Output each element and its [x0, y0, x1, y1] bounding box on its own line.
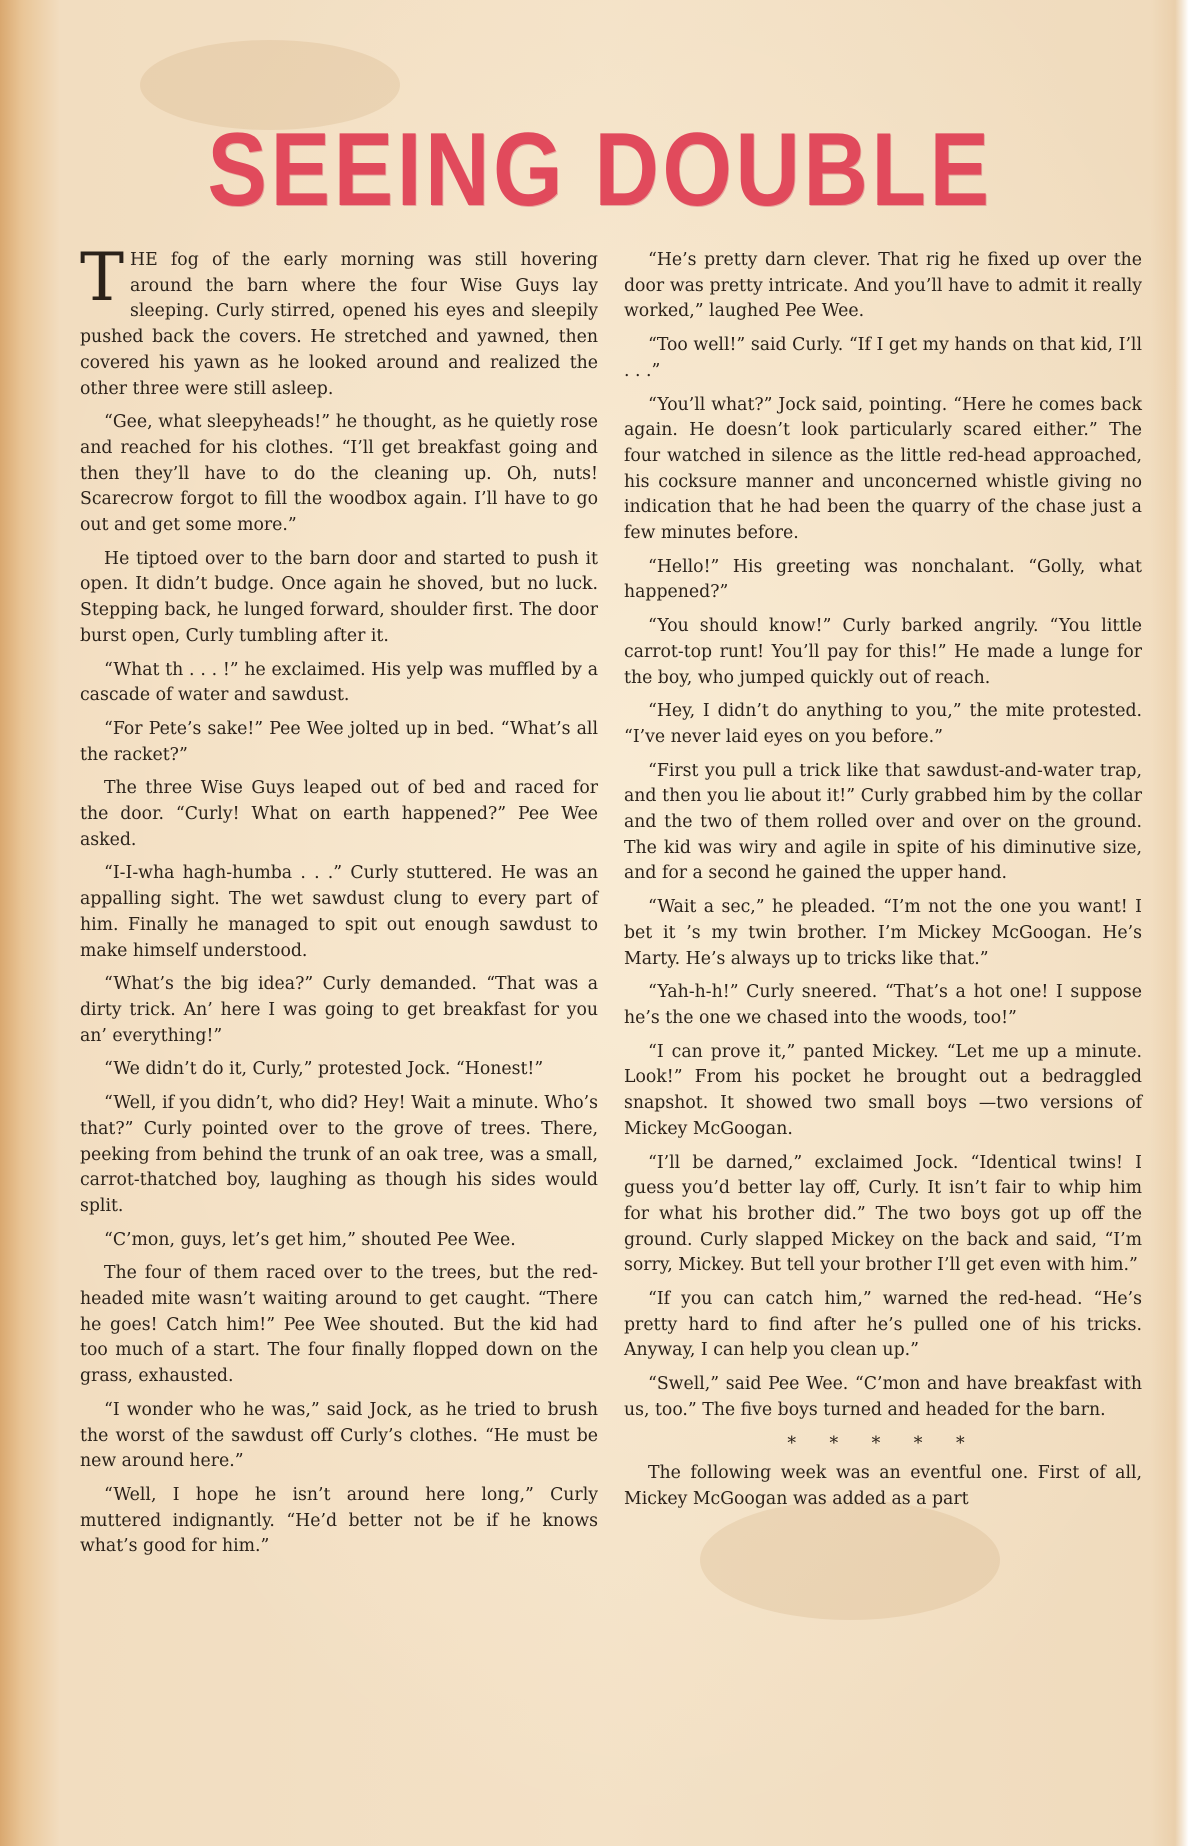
paragraph: “If you can catch him,” warned the red-head. “He’s pretty hard to find after he’s pulled one of his tricks. Anyway, I can help you clean up.” [624, 1289, 1142, 1361]
paragraph: “Hey, I didn’t do anything to you,” the mite protested. “I’ve never laid eyes on you before.” [624, 701, 1142, 747]
paragraph: The three Wise Guys leaped out of bed and raced for the door. “Curly! What on earth happened?” Pee Wee asked. [80, 778, 598, 850]
paragraph: “Well, if you didn’t, who did? Hey! Wait a minute. Who’s that?” Curly pointed over to the grove of trees. There, peeking from behind the trunk of an oak tree, was a small, carrot-thatched boy, laughing as though his sides would split. [80, 1093, 598, 1216]
paragraph: “Well, I hope he isn’t around here long,” Curly muttered indignantly. “He’d better not be if he knows what’s good for him.” [80, 1484, 598, 1557]
paragraph: “C’mon, guys, let’s get him,” shouted Pee Wee. [104, 1229, 516, 1250]
paragraph: “You’ll what?” Jock said, pointing. “Here he comes back again. He doesn’t look particularly scared either.” The four watched in silence as the little red-head approached, his cocksure manner and unconcerned whistle giving no indication that he had been the quarry of the chase just a few minutes before. [624, 394, 1142, 544]
right-column [624, 248, 1142, 1521]
paragraph: “For Pete’s sake!” Pee Wee jolted up in bed. “What’s all the racket?” [80, 718, 598, 765]
paragraph: “I’ll be darned,” exclaimed Jock. “Identical twins! I guess you’d better lay off, Curly. It isn’t fair to whip him for what his brother did.” The two boys got up off the ground. Curly slapped Mickey on the back and said, “I’m sorry, Mickey. But tell your brother I’ll get even with him.” [624, 1152, 1142, 1276]
paragraph: “Swell,” said Pee Wee. “C’mon and have breakfast with us, too.” The five boys turned and headed for the barn. [624, 1374, 1142, 1420]
paragraph: “First you pull a trick like that sawdust-and-water trap, and then you lie about it!” Curly grabbed him by the collar and the two of them rolled over and over on the ground. The kid was wiry and agile in spite of his diminutive size, and for a second he gained the upper hand. [624, 760, 1142, 884]
paragraph: “Hello!” His greeting was nonchalant. “Golly, what happened?” [624, 556, 1142, 603]
page-edge [1175, 0, 1193, 1846]
paragraph: “We didn’t do it, Curly,” protested Jock. “Honest!” [104, 1059, 544, 1080]
left-column [80, 239, 598, 1568]
story-title: SEEING DOUBLE [207, 111, 993, 228]
paragraph: “Too well!” said Curly. “If I get my hands on that kid, I’ll . . .” [624, 335, 1142, 381]
paragraph: “I-I-wha hagh-humba . . .” Curly stuttered. He was an appalling sight. The wet sawdust clung to every part of him. Finally he managed to spit out enough sawdust to make himself understood. [80, 863, 598, 961]
paragraph: “You should know!” Curly barked angrily. “You little carrot-top runt! You’ll pay for this!” He made a lunge for the boy, who jumped quickly out of reach. [624, 616, 1142, 688]
paragraph: “I can prove it,” panted Mickey. “Let me up a minute. Look!” From his pocket he brought out a bedraggled snapshot. It showed two small boys —two versions of Mickey McGoogan. [624, 1041, 1142, 1139]
paragraph: THE fog of the early morning was still hovering around the barn where the four Wise Guys lay sleeping. Curly stirred, opened his eyes and sleepily pushed back the covers. He stretched and yawned, then covered his yawn as he looked around and realized the other three were still asleep. [80, 239, 598, 399]
paragraph: “He’s pretty darn clever. That rig he fixed up over the door was pretty intricate. And you’ll have to admit it really worked,” laughed Pee Wee. [624, 250, 1142, 322]
paragraph: The following week was an eventful one. First of all, Mickey McGoogan was added as a part [624, 1463, 1142, 1509]
paragraph: “What’s the big idea?” Curly demanded. “That was a dirty trick. An’ here I was going to get breakfast for you an’ everything!” [80, 974, 598, 1046]
drop-cap: T [80, 239, 125, 316]
paragraph: “Yah-h-h!” Curly sneered. “That’s a hot one! I suppose he’s the one we chased into the woods, too!” [624, 982, 1142, 1028]
paragraph: “What th . . . !” he exclaimed. His yelp was muffled by a cascade of water and sawdust. [80, 659, 598, 706]
section-separator: * * * * * [787, 1433, 979, 1454]
paragraph: “Gee, what sleepyheads!” he thought, as he quietly rose and reached for his clothes. “I’ll get breakfast going and then they’ll have to do the cleaning up. Oh, nuts! Scarecrow forgot to fill the woodbox again. I’ll have to go out and get some more.” [80, 412, 598, 536]
paragraph: He tiptoed over to the barn door and started to push it open. It didn’t budge. Once again he shoved, but no luck. Stepping back, he lunged forward, shoulder first. The door burst open, Curly tumbling after it. [80, 548, 598, 646]
paragraph: The four of them raced over to the trees, but the red-headed mite wasn’t waiting around to get caught. “There he goes! Catch him!” Pee Wee shouted. But the kid had too much of a start. The four finally flopped down on the grass, exhausted. [80, 1263, 598, 1387]
paragraph: “I wonder who he was,” said Jock, as he tried to brush the worst of the sawdust off Curly’s clothes. “He must be new around here.” [80, 1399, 598, 1472]
paragraph: “Wait a sec,” he pleaded. “I’m not the one you want! I bet it ’s my twin brother. I’m Mickey McGoogan. He’s Marty. He’s always up to tricks like that.” [624, 897, 1142, 969]
